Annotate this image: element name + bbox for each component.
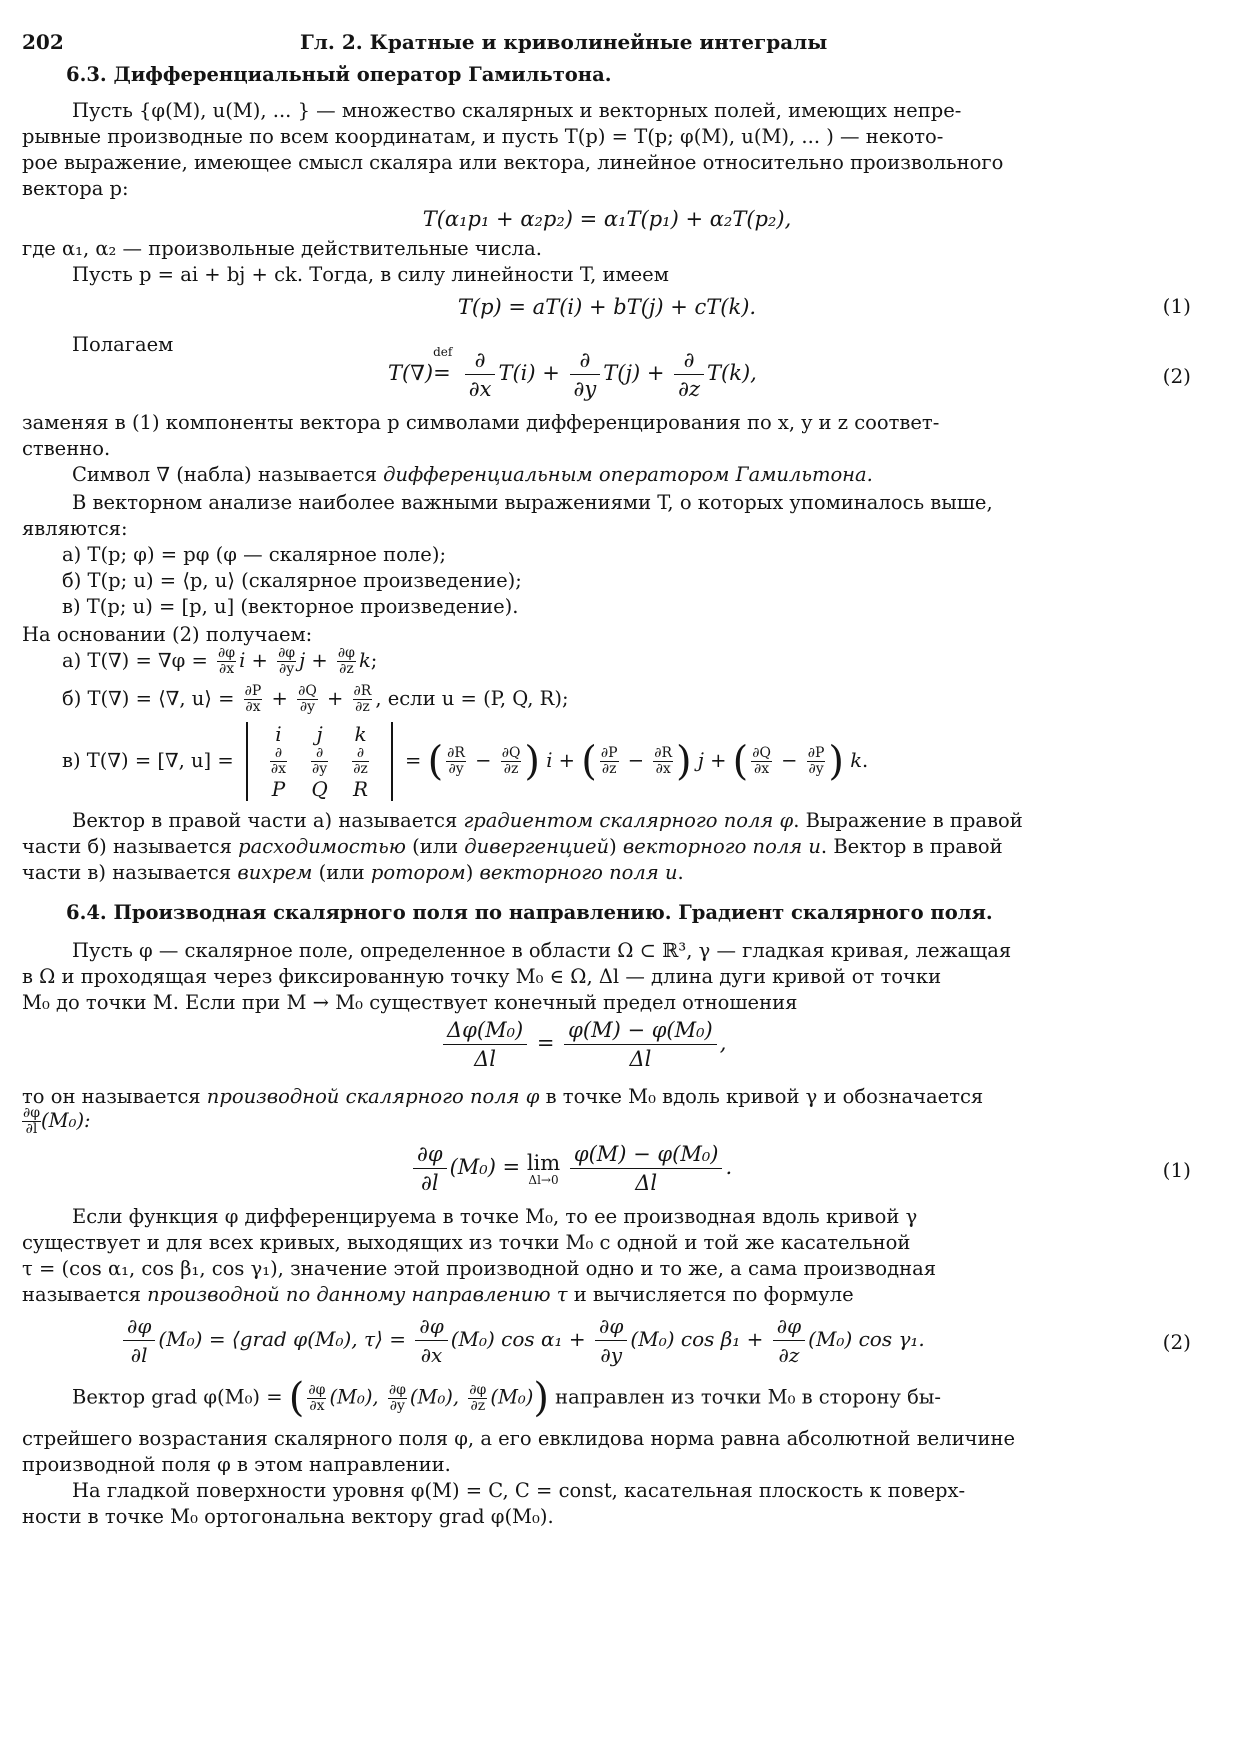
equation-derivative-limit: $\frac{\partial\varphi}{\partial l}$ (M₀) = lim Δl→0 $\frac{\text{φ(M) − φ(M₀)}}{\Delta l}$ . xyxy=(410,1140,732,1197)
para-line: называется производной по данному направлению τ и вычисляется по формуле xyxy=(22,1283,854,1306)
section-heading-6-4: 6.4. Производная скалярного поля по направлению. Градиент скалярного поля. xyxy=(66,901,993,924)
result-a: а) T(∇) = ∇φ = $\frac{\partial\varphi}{\partial x}$ i + $\frac{\partial\varphi}{\partial y}$ j + $\frac{\partial\varphi}{\partial z}$ k; xyxy=(62,645,378,677)
para-line: M₀ до точки M. Если при M → M₀ существует конечный предел отношения xyxy=(22,991,798,1014)
para-line: являются: xyxy=(22,517,128,540)
equation-2: T(∇) def = $\frac{\partial}{\partial x}$ T(i) + $\frac{\partial}{\partial y}$ T(j) + $\frac{\partial}{\partial z}$ T(k), xyxy=(388,345,757,401)
equation-directional-derivative: $\frac{\partial\varphi}{\partial l}$ (M₀) = ⟨grad φ(M₀), τ⟩ = $\frac{\partial\varphi}{\partial x}$ (M₀) cos α₁ + $\frac{\partial\varphi}{\partial y}$ (M₀) cos β₁ + $\frac{\partial\varphi}{\partial z}$ (M₀) cos γ₁. xyxy=(120,1312,925,1369)
para-line: ственно. xyxy=(22,437,111,460)
page-number: 202 xyxy=(22,30,64,54)
list-item: б) T(p; u) = ⟨p, u⟩ (скалярное произведение); xyxy=(62,569,522,592)
para-line: то он называется производной скалярного поля φ в точке M₀ вдоль кривой γ и обозначается xyxy=(22,1085,984,1108)
para-line: вектора p: xyxy=(22,177,129,200)
para-line: Пусть p = ai + bj + ck. Тогда, в силу линейности T, имеем xyxy=(72,263,669,286)
eq2-lhs: T(∇) xyxy=(388,361,434,385)
para-line: Полагаем xyxy=(72,333,174,356)
para-line: Если функция φ дифференцируема в точке M₀, то ее производная вдоль кривой γ xyxy=(72,1205,918,1228)
section-heading-6-3: 6.3. Дифференциальный оператор Гамильтона. xyxy=(66,63,612,86)
para-line: Вектор grad φ(M₀) = ( $\frac{\partial\varphi}{\partial x}$ (M₀), $\frac{\partial\varphi}{\partial y}$ (M₀), $\frac{\partial\varphi}{\partial z}$ (M₀)) направлен из точки M₀ в сторону бы- xyxy=(72,1375,941,1421)
determinant: i j k $\frac{\partial}{\partial x}$ $\frac{\partial}{\partial y}$ $\frac{\partial}{\partial z}$ P Q R xyxy=(246,722,393,801)
para-line: Пусть {φ(M), u(M), ... } — множество скалярных и векторных полей, имеющих непре- xyxy=(72,99,962,122)
equation-number: (2) xyxy=(1162,364,1191,388)
equation-1: T(p) = aT(i) + bT(j) + cT(k). xyxy=(457,295,757,319)
list-item: в) T(p; u) = [p, u] (векторное произведение). xyxy=(62,595,519,618)
para-line: На гладкой поверхности уровня φ(M) = C, C = const, касательная плоскость к поверх- xyxy=(72,1479,966,1502)
para-line: части в) называется вихрем (или ротором) векторного поля u. xyxy=(22,861,684,884)
para-line: $\frac{\partial\varphi}{\partial l}$ (M₀): xyxy=(23,1105,91,1137)
para-line: производной поля φ в этом направлении. xyxy=(22,1453,451,1476)
eq2-equals: = xyxy=(433,361,451,385)
para-line: ности в точке M₀ ортогональна вектору grad φ(M₀). xyxy=(22,1505,554,1528)
para-line: части б) называется расходимостью (или дивергенцией) векторного поля u. Вектор в правой xyxy=(22,835,1003,858)
equation-number: (1) xyxy=(1162,1158,1191,1182)
para-line: τ = (cos α₁, cos β₁, cos γ₁), значение этой производной одно и то же, а сама производная xyxy=(22,1257,936,1280)
ratio-equation: $\frac{\text{Δφ(M₀)}}{\Delta l}$ = $\frac{\text{φ(M) − φ(M₀)}}{\Delta l}$ , xyxy=(440,1016,726,1073)
para-line: в Ω и проходящая через фиксированную точку M₀ ∈ Ω, Δl — длина дуги кривой от точки xyxy=(22,965,942,988)
equation-number: (1) xyxy=(1162,294,1191,318)
running-title: Гл. 2. Кратные и криволинейные интегралы xyxy=(300,30,828,54)
para-line: стрейшего возрастания скалярного поля φ, а его евклидова норма равна абсолютной величине xyxy=(22,1427,1016,1450)
eq2-def: def xyxy=(433,345,453,359)
para-line: где α₁, α₂ — произвольные действительные числа. xyxy=(22,237,542,260)
para-line: существует и для всех кривых, выходящих из точки M₀ с одной и той же касательной xyxy=(22,1231,911,1254)
equation-number: (2) xyxy=(1162,1330,1191,1354)
equation-linearity: T(α₁p₁ + α₂p₂) = α₁T(p₁) + α₂T(p₂), xyxy=(422,207,792,231)
para-line: На основании (2) получаем: xyxy=(22,623,313,646)
para-line: рое выражение, имеющее смысл скаляра или вектора, линейное относительно произвольного xyxy=(22,151,1004,174)
para-line: рывные производные по всем координатам, и пусть T(p) = T(p; φ(M), u(M), ... ) — некото- xyxy=(22,125,944,148)
result-b: б) T(∇) = ⟨∇, u⟩ = $\frac{\partial P}{\partial x}$ + $\frac{\partial Q}{\partial y}$ + $\frac{\partial R}{\partial z}$ , если u = (P, Q, R); xyxy=(62,683,569,715)
para-line: В векторном анализе наиболее важными выражениями T, о которых упоминалось выше, xyxy=(72,491,993,514)
term-hamilton-operator: дифференциальным оператором Гамильтона. xyxy=(383,463,873,486)
para-line: Вектор в правой части а) называется градиентом скалярного поля φ. Выражение в правой xyxy=(72,809,1023,832)
result-c: в) T(∇) = [∇, u] = i j k $\frac{\partial}{\partial x}$ $\frac{\partial}{\partial y}$ $\frac{\partial}{\partial z}$ P Q R = ( $\frac{\partial R}{\partial y}$ − $\frac{\partial Q}{\partial z}$ ) i + ( $\frac{\partial P}{\partial z}$ − $\frac{\partial R}{\partial x}$ ) j + ( $\frac{\partial Q}{\partial x}$ − $\frac{\partial P}{\partial y}$ ) k. xyxy=(62,722,869,801)
list-item: а) T(p; φ) = pφ (φ — скалярное поле); xyxy=(62,543,447,566)
para-line: Символ ∇ (набла) называется дифференциальным оператором Гамильтона. xyxy=(72,463,873,486)
para-line: заменяя в (1) компоненты вектора p символами дифференцирования по x, y и z соответ- xyxy=(22,411,940,434)
para-line: Пусть φ — скалярное поле, определенное в области Ω ⊂ ℝ³, γ — гладкая кривая, лежащая xyxy=(72,939,1012,962)
